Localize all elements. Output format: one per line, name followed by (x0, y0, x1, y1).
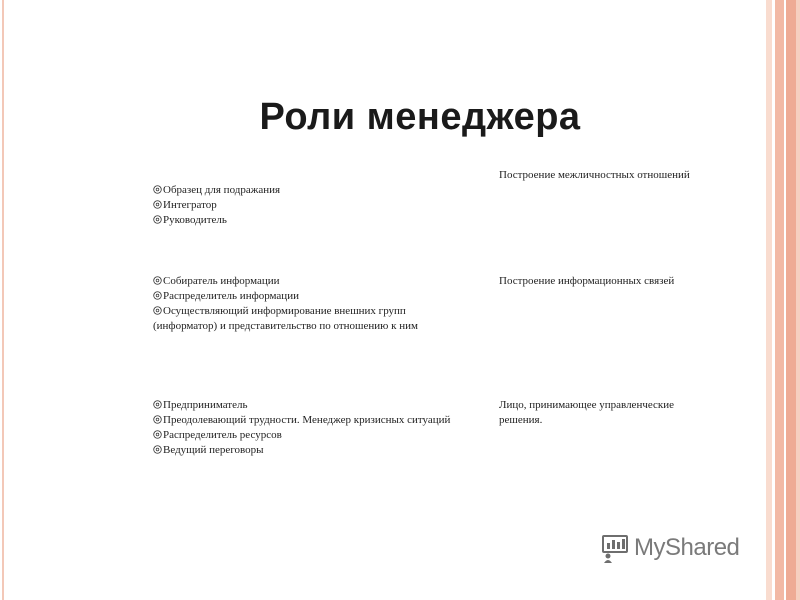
flower-bullet-icon (153, 185, 162, 194)
flower-bullet-icon (153, 400, 162, 409)
left-border-line (2, 0, 4, 600)
list-item-text: Образец для подражания (163, 184, 281, 196)
flower-bullet-icon (153, 276, 162, 285)
list-item (153, 443, 450, 458)
right-stripe-5 (786, 0, 796, 600)
list-item (153, 183, 280, 198)
flower-bullet-icon (153, 215, 162, 224)
flower-bullet-icon (153, 430, 162, 439)
section-3-heading-line-2: решения. (499, 414, 543, 426)
flower-bullet-icon (153, 445, 162, 454)
list-item-text: Ведущий переговоры (163, 444, 264, 456)
myshared-logo[interactable] (600, 530, 739, 566)
list-item-text: Собиратель информации (163, 275, 280, 287)
section-2-heading: Построение информационных связей (499, 275, 675, 287)
section-1-list (153, 183, 280, 228)
chalkboard-presenter-icon (600, 533, 630, 563)
list-item (153, 304, 418, 319)
list-item (153, 413, 450, 428)
flower-bullet-icon (153, 306, 162, 315)
slide-title: Роли менеджера (259, 96, 581, 138)
list-item-text: Распределитель информации (163, 290, 299, 302)
flower-bullet-icon (153, 200, 162, 209)
section-3-heading (499, 398, 674, 428)
list-item (153, 213, 280, 228)
list-item-text: Распределитель ресурсов (163, 429, 282, 441)
logo-text: MyShared (634, 534, 740, 561)
flower-bullet-icon (153, 415, 162, 424)
list-item (153, 289, 418, 304)
list-item-continuation: (информатор) и представительство по отношению к ним (153, 320, 418, 332)
list-item-text: Осуществляющий информирование внешних групп (163, 305, 406, 317)
section-3-list (153, 398, 450, 458)
list-item (153, 198, 280, 213)
list-item-text: Предприниматель (163, 399, 248, 411)
section-1-heading: Построение межличностных отношений (499, 169, 690, 181)
section-2-list (153, 274, 418, 334)
right-stripe-3 (775, 0, 784, 600)
list-item (153, 428, 450, 443)
list-item (153, 274, 418, 289)
list-item-text: Руководитель (163, 214, 227, 226)
section-3-heading-line-1: Лицо, принимающее управленческие (499, 399, 675, 411)
flower-bullet-icon (153, 291, 162, 300)
list-item (153, 398, 450, 413)
list-item-text: Преодолевающий трудности. Менеджер кризисных ситуаций (163, 414, 451, 426)
list-item-text: Интегратор (163, 199, 217, 211)
right-stripe-6 (796, 0, 800, 600)
